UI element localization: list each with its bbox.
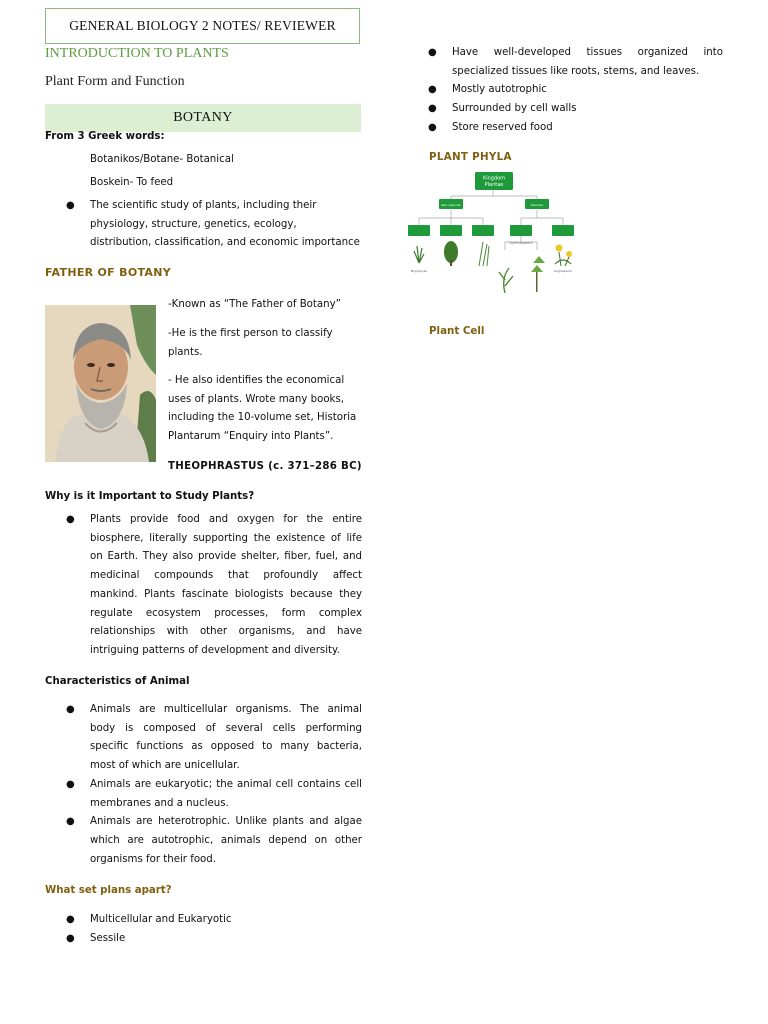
list-item (66, 930, 362, 949)
diagram-node-vascular-label: Vascular (530, 203, 544, 207)
father-known-as: -Known as “The Father of Botany” (168, 299, 341, 310)
botany-bar-label: BOTANY (173, 110, 233, 125)
animal-characteristics-heading: Characteristics of Animal (45, 676, 190, 687)
list-item (428, 44, 723, 81)
diagram-gymnosperm-label: Gymnosperm (509, 241, 533, 245)
animal-characteristics-list (66, 701, 362, 869)
diagram-node-d (510, 225, 532, 236)
greek-heading: From 3 Greek words: (45, 131, 165, 142)
why-study-plants-heading: Why is it Important to Study Plants? (45, 491, 255, 502)
bullet-dot: ● (66, 704, 75, 715)
why-study-bullet-text: Plants provide food and oxygen for the entire biosphere, literally supporting the existence of life on Earth. They also provide shelter, fiber, fuel, and medicinal compounds that profoundly affect mankind. Plants fascinate biologists because they regulate ecosystem processes, form complex relationships with other organisms, and have intriguing patterns of development and diversity. (90, 514, 362, 656)
animal-bullet-text: Animals are heterotrophic. Unlike plants and algae which are autotrophic, animals depend on other organisms for their food. (90, 816, 362, 865)
diagram-plant-moss-icon (414, 246, 424, 263)
diagram-root-label-line2: Plantae (484, 182, 504, 188)
plants-apart-bullet-text: Sessile (90, 932, 126, 944)
what-sets-plants-apart-heading: What set plans apart? (45, 885, 172, 896)
list-item (66, 813, 362, 869)
greek-line-botanikos: Botanikos/Botane- Botanical (90, 154, 234, 165)
diagram-plant-flower-icon (555, 245, 572, 267)
list-item (428, 100, 723, 119)
plant-trait-text: Store reserved food (452, 121, 553, 133)
list-item (428, 119, 723, 138)
animal-bullet-text: Animals are multicellular organisms. The animal body is composed of several cells performing specific functions as opposed to many bacteria, most of which are unicellular. (90, 704, 362, 772)
document-title-box (45, 8, 360, 44)
bullet-dot: ● (66, 200, 75, 211)
plant-trait-text: Surrounded by cell walls (452, 103, 577, 115)
diagram-node-b (440, 225, 462, 236)
bullet-dot: ● (66, 932, 75, 944)
diagram-label-angiosperm: Angiosperm (554, 269, 572, 273)
section-subtitle: Plant Form and Function (45, 74, 185, 89)
list-item (66, 511, 362, 661)
diagram-plant-fern-icon (444, 241, 458, 266)
bullet-dot: ● (428, 47, 437, 58)
bullet-dot: ● (66, 914, 75, 925)
diagram-plant-horsetail-icon (479, 242, 489, 266)
list-item (428, 81, 723, 100)
greek-line-boskein: Boskein- To feed (90, 177, 174, 188)
diagram-node-c (472, 225, 494, 236)
father-economical-uses: - He also identifies the economical uses of plants. Wrote many books, including the 10-volume set, Historia Plantarum “Enquiry into Plants”. (168, 375, 357, 443)
bullet-dot: ● (428, 121, 437, 133)
bullet-dot: ● (428, 84, 437, 96)
list-item (66, 197, 360, 253)
greek-bullet-text: The scientific study of plants, including their physiology, structure, genetics, ecology, distribution, classification, and economic importance (90, 200, 360, 249)
plant-phyla-heading: PLANT PHYLA (429, 151, 512, 163)
diagram-root-label-line1: Kingdom (482, 175, 506, 182)
plants-apart-list (66, 911, 362, 948)
diagram-node-e (552, 225, 574, 236)
plant-trait-text: Mostly autotrophic (452, 84, 547, 96)
list-item (66, 911, 362, 930)
father-first-classify: -He is the first person to classify plants. (168, 328, 333, 358)
theophrastus-name: THEOPHRASTUS (c. 371–286 BC) (168, 461, 362, 472)
diagram-node-a (408, 225, 430, 236)
phyla-tree-svg (405, 168, 580, 328)
list-item (66, 701, 362, 776)
father-of-botany-heading: FATHER OF BOTANY (45, 266, 171, 279)
bullet-dot: ● (66, 778, 75, 790)
document-title: GENERAL BIOLOGY 2 NOTES/ REVIEWER (69, 18, 336, 33)
theophrastus-portrait (45, 305, 156, 462)
portrait-illustration (45, 305, 156, 462)
plant-cell-heading: Plant Cell (429, 325, 485, 337)
diagram-plant-cycad-icon (499, 268, 513, 293)
plants-apart-bullet-text: Multicellular and Eukaryotic (90, 914, 232, 925)
diagram-plant-ginkgo-icon (531, 256, 545, 292)
section-title: INTRODUCTION TO PLANTS (45, 46, 229, 61)
bullet-dot: ● (66, 816, 75, 828)
plant-traits-list (428, 44, 723, 138)
bullet-dot: ● (66, 514, 75, 525)
animal-bullet-text: Animals are eukaryotic; the animal cell contains cell membranes and a nucleus. (90, 778, 362, 809)
list-item (66, 776, 362, 813)
plant-trait-text: Have well-developed tissues organized into specialized tissues like roots, stems, and leaves. (452, 47, 723, 77)
greek-bullet-list (66, 197, 360, 253)
diagram-label-bryophyta: Bryophyta (411, 269, 427, 273)
bullet-dot: ● (428, 103, 437, 115)
diagram-node-nonvascular-label: Non-vascular (441, 203, 461, 207)
plant-phyla-diagram (405, 168, 580, 328)
why-study-bullet-list (66, 511, 362, 661)
